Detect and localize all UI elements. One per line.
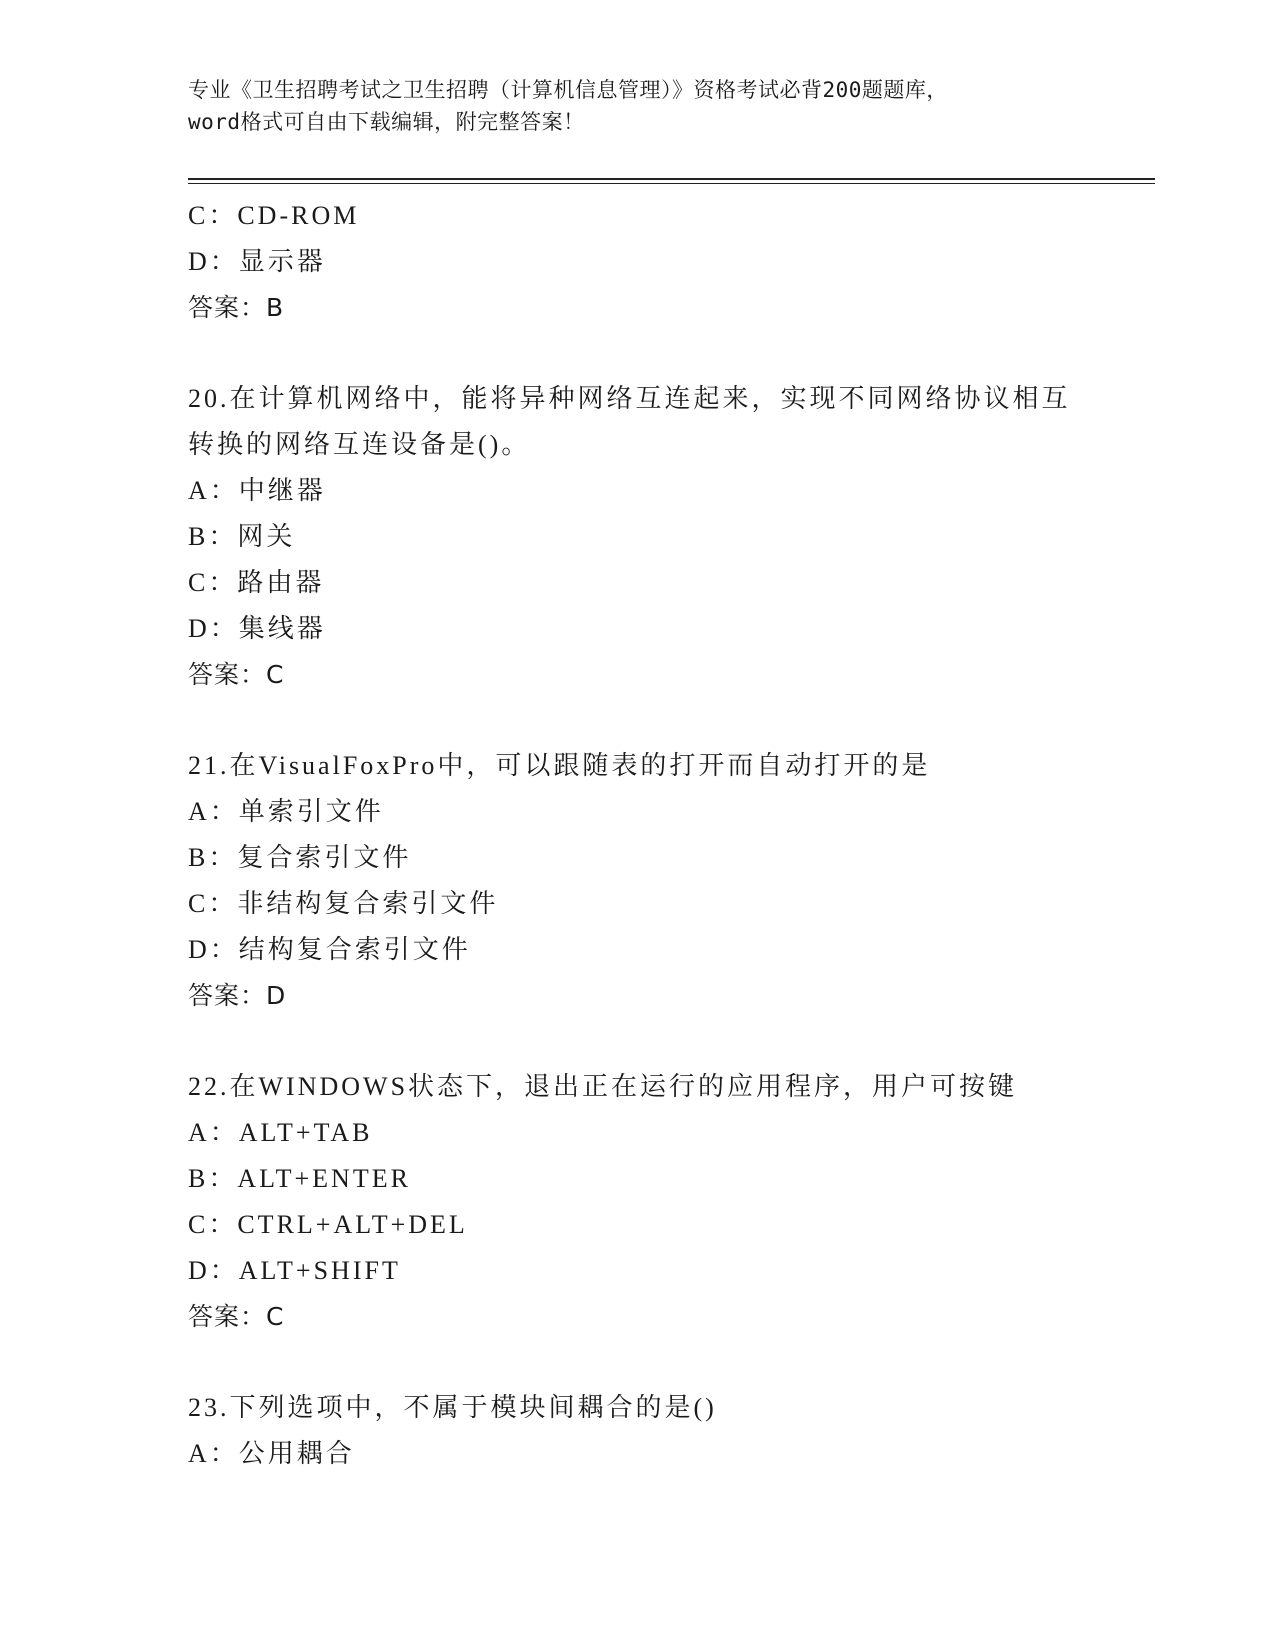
option-a: A：单索引文件: [188, 797, 384, 826]
option-b: B：网关: [188, 522, 296, 551]
answer-line: 答案：C: [188, 1302, 285, 1331]
question-21: [188, 743, 1148, 1019]
option-c: C：CTRL+ALT+DEL: [188, 1210, 468, 1239]
question-20: [188, 376, 1148, 698]
option-c: C：非结构复合索引文件: [188, 889, 499, 918]
option-c: C：路由器: [188, 568, 325, 597]
question-19-tail: [188, 193, 1148, 331]
answer-line: 答案：D: [188, 981, 287, 1010]
question-stem: 20.在计算机网络中，能将异种网络互连起来，实现不同网络协议相互: [188, 384, 1071, 413]
option-a: A：中继器: [188, 476, 326, 505]
question-stem: 22.在WINDOWS状态下，退出正在运行的应用程序，用户可按键: [188, 1072, 1018, 1101]
option-d: D：ALT+SHIFT: [188, 1256, 401, 1285]
option-d: D：结构复合索引文件: [188, 935, 471, 964]
option-b: B：ALT+ENTER: [188, 1164, 411, 1193]
option-d: D：显示器: [188, 247, 326, 276]
header-title-line-1: 专业《卫生招聘考试之卫生招聘（计算机信息管理）》资格考试必背200题题库，: [188, 78, 948, 102]
answer-line: 答案：B: [188, 293, 285, 322]
option-c: C：CD-ROM: [188, 201, 360, 230]
option-b: B：复合索引文件: [188, 843, 412, 872]
question-stem-continued: 转换的网络互连设备是()。: [188, 430, 531, 459]
header-title-line-2: word格式可自由下载编辑，附完整答案！: [188, 110, 585, 134]
header-divider-thick: [188, 178, 1155, 180]
header-divider-thin: [188, 183, 1155, 184]
answer-line: 答案：C: [188, 660, 285, 689]
page-header: [188, 74, 1078, 138]
option-a: A：ALT+TAB: [188, 1118, 373, 1147]
question-22: [188, 1064, 1148, 1340]
question-list: [188, 193, 1148, 1477]
question-stem: 23.下列选项中，不属于模块间耦合的是(): [188, 1393, 717, 1422]
option-d: D：集线器: [188, 614, 326, 643]
question-23: [188, 1385, 1148, 1477]
question-stem: 21.在VisualFoxPro中，可以跟随表的打开而自动打开的是: [188, 751, 931, 780]
option-a: A：公用耦合: [188, 1439, 355, 1468]
